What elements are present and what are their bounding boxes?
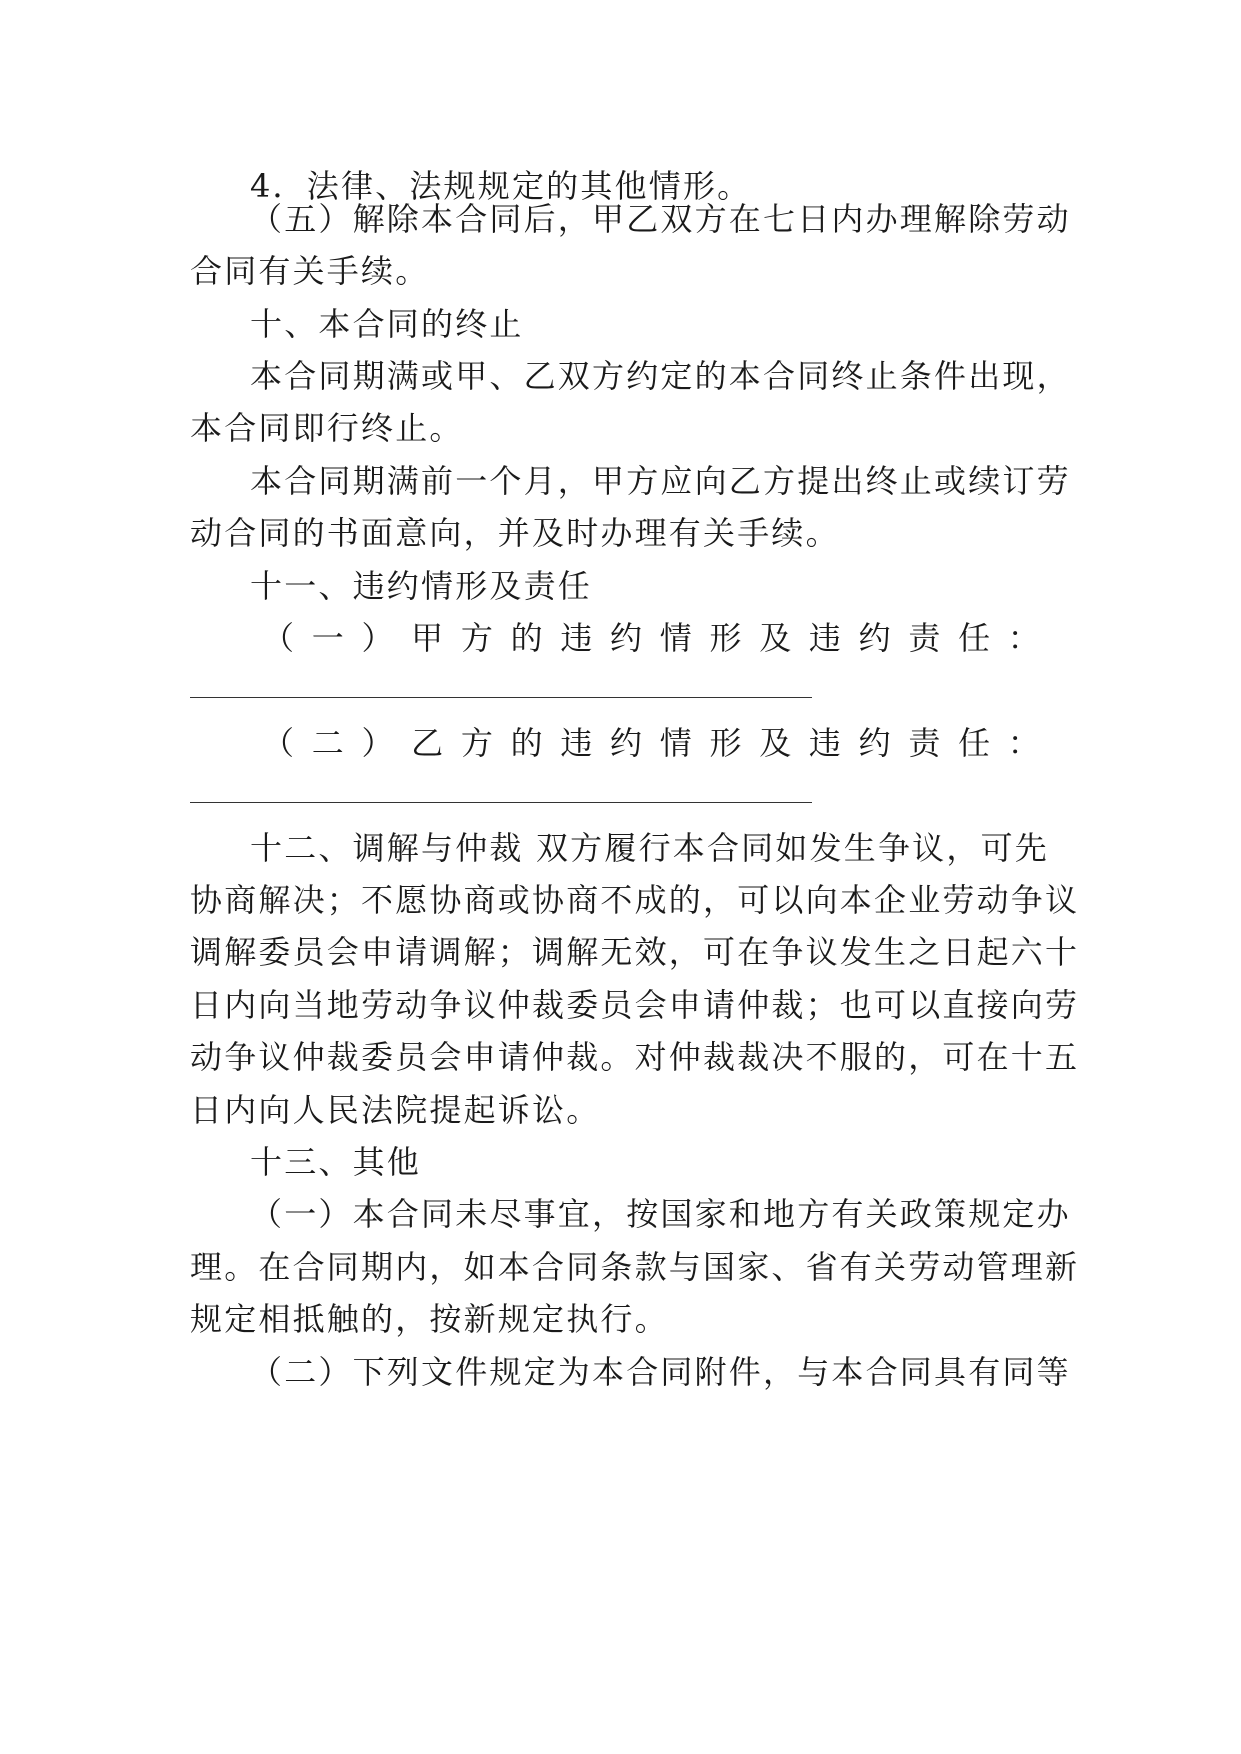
- paragraph-termination-procedures-cont: 合同有关手续。: [190, 252, 430, 290]
- paragraph-renewal-notice-cont: 动合同的书面意向，并及时办理有关手续。: [190, 514, 840, 552]
- section-heading-10: 十、本合同的终止: [250, 305, 524, 343]
- paragraph-renewal-notice: 本合同期满前一个月，甲方应向乙方提出终止或续订劳: [250, 462, 1071, 500]
- paragraph-dispute-line-4: 日内向当地劳动争议仲裁委员会申请仲裁；也可以直接向劳: [190, 986, 1080, 1024]
- party-b-blank-underline: [190, 802, 812, 803]
- paragraph-dispute-line-5: 动争议仲裁委员会申请仲裁。对仲裁裁决不服的，可在十五: [190, 1038, 1080, 1076]
- paragraph-dispute-line-2: 协商解决；不愿协商或协商不成的，可以向本企业劳动争议: [190, 881, 1080, 919]
- paragraph-other-1-line-3: 规定相抵触的，按新规定执行。: [190, 1300, 669, 1338]
- paragraph-dispute-line-6: 日内向人民法院提起诉讼。: [190, 1091, 601, 1129]
- paragraph-expiry-cont: 本合同即行终止。: [190, 409, 464, 447]
- paragraph-other-1: （一）本合同未尽事宜，按国家和地方有关政策规定办: [250, 1195, 1071, 1233]
- section-heading-13: 十三、其他: [250, 1143, 422, 1181]
- paragraph-expiry: 本合同期满或甲、乙双方约定的本合同终止条件出现，: [250, 357, 1071, 395]
- party-a-blank-underline: [190, 697, 812, 698]
- paragraph-other-1-line-2: 理。在合同期内，如本合同条款与国家、省有关劳动管理新: [190, 1248, 1080, 1286]
- paragraph-dispute-line-3: 调解委员会申请调解；调解无效，可在争议发生之日起六十: [190, 933, 1080, 971]
- item-4-other-circumstances: 4．法律、法规规定的其他情形。: [250, 167, 752, 205]
- paragraph-termination-procedures: （五）解除本合同后，甲乙双方在七日内办理解除劳动: [250, 200, 1071, 238]
- party-b-breach-line: （ 二 ） 乙 方 的 违 约 情 形 及 违 约 责 任 ：: [262, 724, 1042, 762]
- party-a-breach-line: （ 一 ） 甲 方 的 违 约 情 形 及 违 约 责 任 ：: [262, 619, 1042, 657]
- section-heading-11: 十一、违约情形及责任: [250, 567, 593, 605]
- section-heading-12: 十二、调解与仲裁 双方履行本合同如发生争议，可先: [250, 829, 1049, 867]
- paragraph-other-2: （二）下列文件规定为本合同附件，与本合同具有同等: [250, 1353, 1071, 1391]
